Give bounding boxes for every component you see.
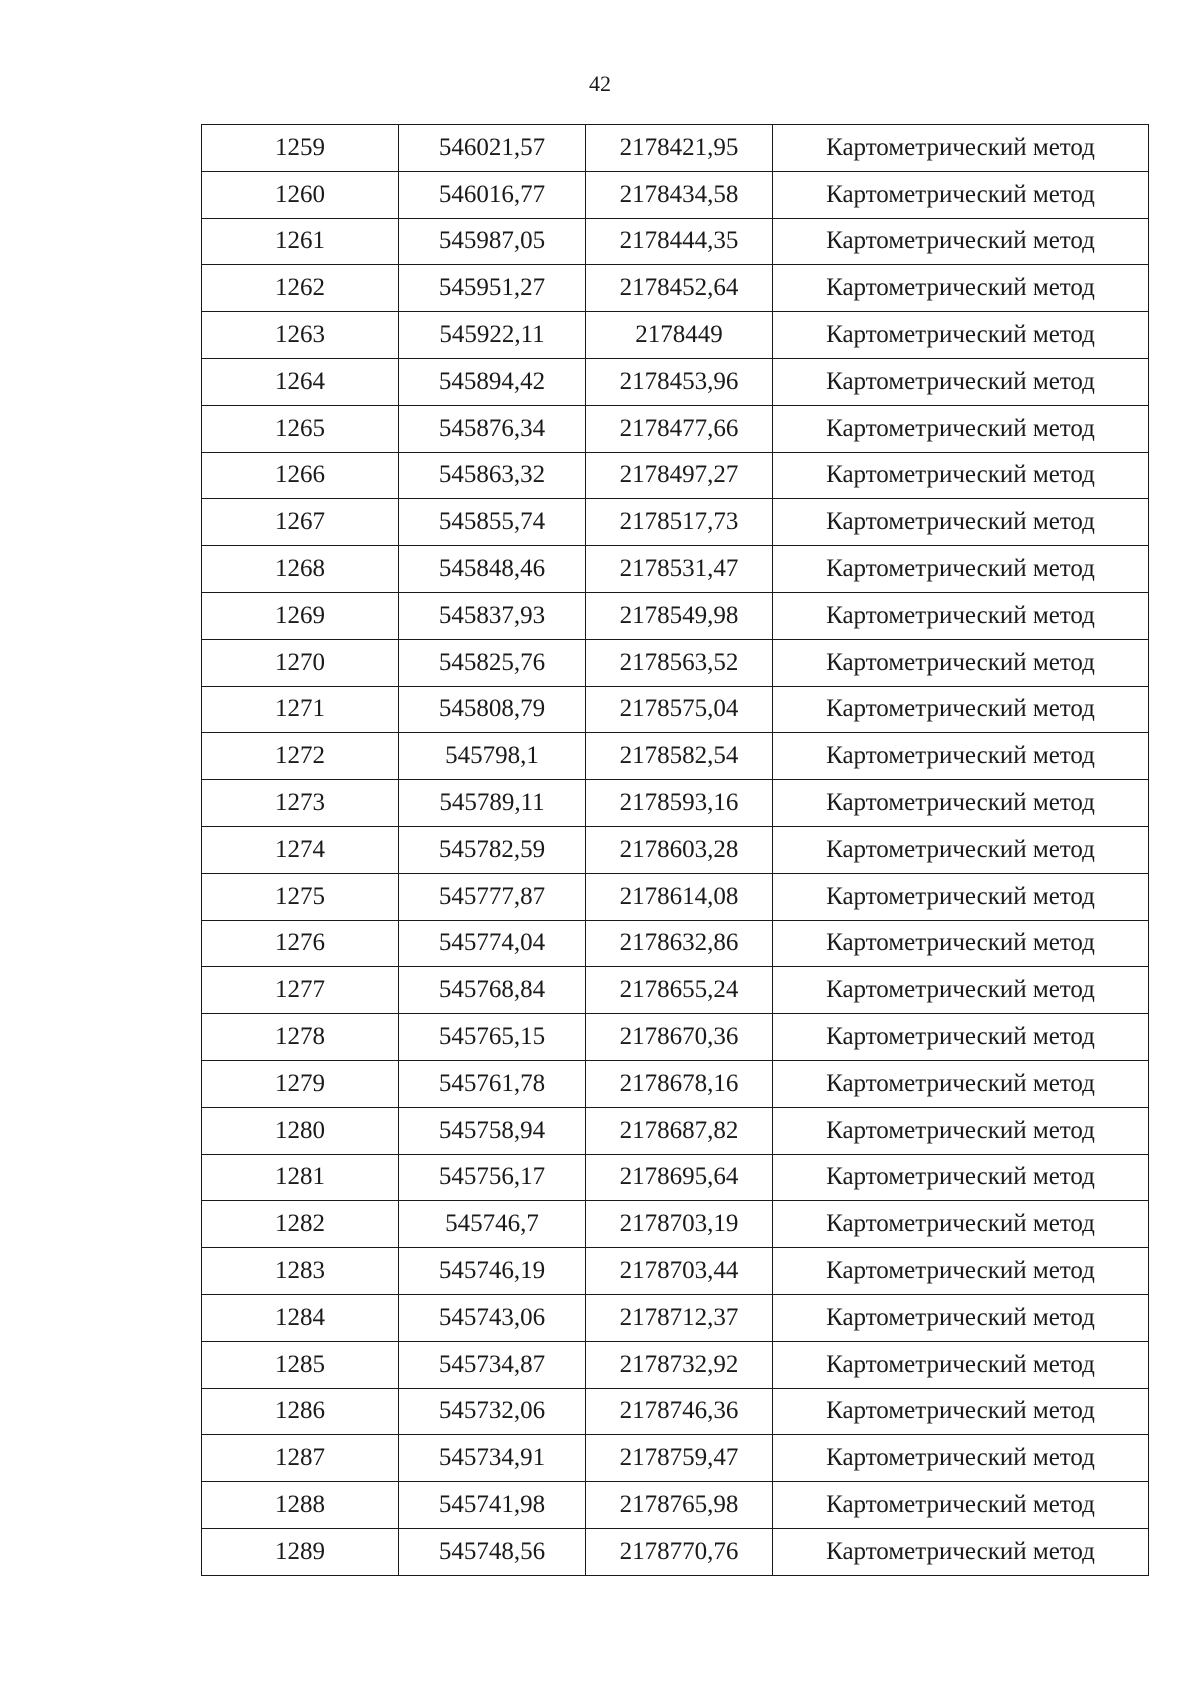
y-coordinate-cell: 2178655,24 bbox=[586, 967, 773, 1014]
y-coordinate-cell: 2178703,19 bbox=[586, 1201, 773, 1248]
method-cell: Картометрический метод bbox=[773, 686, 1149, 733]
y-coordinate-cell: 2178434,58 bbox=[586, 171, 773, 218]
method-cell: Картометрический метод bbox=[773, 1528, 1149, 1575]
table-row bbox=[202, 1388, 1149, 1435]
table-row bbox=[202, 1482, 1149, 1529]
point-number-cell: 1273 bbox=[202, 780, 399, 827]
x-coordinate-cell: 545732,06 bbox=[399, 1388, 586, 1435]
point-number-cell: 1267 bbox=[202, 499, 399, 546]
x-coordinate-cell: 545782,59 bbox=[399, 826, 586, 873]
method-cell: Картометрический метод bbox=[773, 1294, 1149, 1341]
y-coordinate-cell: 2178712,37 bbox=[586, 1294, 773, 1341]
table-row bbox=[202, 1154, 1149, 1201]
x-coordinate-cell: 545808,79 bbox=[399, 686, 586, 733]
x-coordinate-cell: 545951,27 bbox=[399, 265, 586, 312]
x-coordinate-cell: 546016,77 bbox=[399, 171, 586, 218]
table-row bbox=[202, 218, 1149, 265]
y-coordinate-cell: 2178703,44 bbox=[586, 1248, 773, 1295]
point-number-cell: 1278 bbox=[202, 1014, 399, 1061]
x-coordinate-cell: 545894,42 bbox=[399, 358, 586, 405]
point-number-cell: 1282 bbox=[202, 1201, 399, 1248]
point-number-cell: 1260 bbox=[202, 171, 399, 218]
y-coordinate-cell: 2178453,96 bbox=[586, 358, 773, 405]
method-cell: Картометрический метод bbox=[773, 1201, 1149, 1248]
x-coordinate-cell: 545798,1 bbox=[399, 733, 586, 780]
method-cell: Картометрический метод bbox=[773, 125, 1149, 172]
x-coordinate-cell: 545741,98 bbox=[399, 1482, 586, 1529]
method-cell: Картометрический метод bbox=[773, 1482, 1149, 1529]
method-cell: Картометрический метод bbox=[773, 546, 1149, 593]
point-number-cell: 1269 bbox=[202, 592, 399, 639]
method-cell: Картометрический метод bbox=[773, 499, 1149, 546]
point-number-cell: 1259 bbox=[202, 125, 399, 172]
point-number-cell: 1274 bbox=[202, 826, 399, 873]
method-cell: Картометрический метод bbox=[773, 358, 1149, 405]
table-row bbox=[202, 639, 1149, 686]
y-coordinate-cell: 2178603,28 bbox=[586, 826, 773, 873]
method-cell: Картометрический метод bbox=[773, 873, 1149, 920]
table-row bbox=[202, 1014, 1149, 1061]
table-row bbox=[202, 1107, 1149, 1154]
x-coordinate-cell: 545761,78 bbox=[399, 1060, 586, 1107]
x-coordinate-cell: 545987,05 bbox=[399, 218, 586, 265]
point-number-cell: 1266 bbox=[202, 452, 399, 499]
method-cell: Картометрический метод bbox=[773, 1014, 1149, 1061]
table-row bbox=[202, 405, 1149, 452]
table-row bbox=[202, 171, 1149, 218]
table-row bbox=[202, 780, 1149, 827]
x-coordinate-cell: 545758,94 bbox=[399, 1107, 586, 1154]
point-number-cell: 1263 bbox=[202, 312, 399, 359]
y-coordinate-cell: 2178678,16 bbox=[586, 1060, 773, 1107]
y-coordinate-cell: 2178582,54 bbox=[586, 733, 773, 780]
x-coordinate-cell: 545734,87 bbox=[399, 1341, 586, 1388]
table-row bbox=[202, 1435, 1149, 1482]
y-coordinate-cell: 2178477,66 bbox=[586, 405, 773, 452]
point-number-cell: 1284 bbox=[202, 1294, 399, 1341]
y-coordinate-cell: 2178614,08 bbox=[586, 873, 773, 920]
point-number-cell: 1264 bbox=[202, 358, 399, 405]
point-number-cell: 1286 bbox=[202, 1388, 399, 1435]
table-row bbox=[202, 546, 1149, 593]
x-coordinate-cell: 545789,11 bbox=[399, 780, 586, 827]
x-coordinate-cell: 545876,34 bbox=[399, 405, 586, 452]
y-coordinate-cell: 2178421,95 bbox=[586, 125, 773, 172]
table-row bbox=[202, 1341, 1149, 1388]
y-coordinate-cell: 2178759,47 bbox=[586, 1435, 773, 1482]
method-cell: Картометрический метод bbox=[773, 218, 1149, 265]
point-number-cell: 1272 bbox=[202, 733, 399, 780]
method-cell: Картометрический метод bbox=[773, 1248, 1149, 1295]
y-coordinate-cell: 2178770,76 bbox=[586, 1528, 773, 1575]
y-coordinate-cell: 2178452,64 bbox=[586, 265, 773, 312]
point-number-cell: 1270 bbox=[202, 639, 399, 686]
y-coordinate-cell: 2178517,73 bbox=[586, 499, 773, 546]
table-row bbox=[202, 1201, 1149, 1248]
point-number-cell: 1262 bbox=[202, 265, 399, 312]
x-coordinate-cell: 545743,06 bbox=[399, 1294, 586, 1341]
y-coordinate-cell: 2178497,27 bbox=[586, 452, 773, 499]
table-row bbox=[202, 265, 1149, 312]
table-row bbox=[202, 733, 1149, 780]
method-cell: Картометрический метод bbox=[773, 1107, 1149, 1154]
table-row bbox=[202, 873, 1149, 920]
method-cell: Картометрический метод bbox=[773, 1154, 1149, 1201]
method-cell: Картометрический метод bbox=[773, 1060, 1149, 1107]
y-coordinate-cell: 2178765,98 bbox=[586, 1482, 773, 1529]
point-number-cell: 1261 bbox=[202, 218, 399, 265]
method-cell: Картометрический метод bbox=[773, 733, 1149, 780]
y-coordinate-cell: 2178575,04 bbox=[586, 686, 773, 733]
table-row bbox=[202, 1060, 1149, 1107]
method-cell: Картометрический метод bbox=[773, 452, 1149, 499]
method-cell: Картометрический метод bbox=[773, 1435, 1149, 1482]
table-row bbox=[202, 1294, 1149, 1341]
x-coordinate-cell: 545768,84 bbox=[399, 967, 586, 1014]
table-row bbox=[202, 967, 1149, 1014]
x-coordinate-cell: 545746,19 bbox=[399, 1248, 586, 1295]
x-coordinate-cell: 545848,46 bbox=[399, 546, 586, 593]
x-coordinate-cell: 545748,56 bbox=[399, 1528, 586, 1575]
x-coordinate-cell: 545746,7 bbox=[399, 1201, 586, 1248]
method-cell: Картометрический метод bbox=[773, 780, 1149, 827]
method-cell: Картометрический метод bbox=[773, 592, 1149, 639]
table-row bbox=[202, 499, 1149, 546]
x-coordinate-cell: 545777,87 bbox=[399, 873, 586, 920]
y-coordinate-cell: 2178695,64 bbox=[586, 1154, 773, 1201]
method-cell: Картометрический метод bbox=[773, 312, 1149, 359]
table-row bbox=[202, 920, 1149, 967]
y-coordinate-cell: 2178593,16 bbox=[586, 780, 773, 827]
table-row bbox=[202, 312, 1149, 359]
point-number-cell: 1276 bbox=[202, 920, 399, 967]
y-coordinate-cell: 2178732,92 bbox=[586, 1341, 773, 1388]
x-coordinate-cell: 545922,11 bbox=[399, 312, 586, 359]
y-coordinate-cell: 2178444,35 bbox=[586, 218, 773, 265]
table-row bbox=[202, 1528, 1149, 1575]
point-number-cell: 1268 bbox=[202, 546, 399, 593]
point-number-cell: 1285 bbox=[202, 1341, 399, 1388]
table-row bbox=[202, 1248, 1149, 1295]
method-cell: Картометрический метод bbox=[773, 265, 1149, 312]
method-cell: Картометрический метод bbox=[773, 171, 1149, 218]
table-row bbox=[202, 452, 1149, 499]
x-coordinate-cell: 545774,04 bbox=[399, 920, 586, 967]
x-coordinate-cell: 545734,91 bbox=[399, 1435, 586, 1482]
point-number-cell: 1277 bbox=[202, 967, 399, 1014]
method-cell: Картометрический метод bbox=[773, 639, 1149, 686]
method-cell: Картометрический метод bbox=[773, 1388, 1149, 1435]
page-number: 42 bbox=[589, 71, 611, 96]
table-row bbox=[202, 125, 1149, 172]
point-number-cell: 1265 bbox=[202, 405, 399, 452]
x-coordinate-cell: 545837,93 bbox=[399, 592, 586, 639]
coordinates-table bbox=[201, 124, 1149, 1576]
method-cell: Картометрический метод bbox=[773, 1341, 1149, 1388]
method-cell: Картометрический метод bbox=[773, 826, 1149, 873]
x-coordinate-cell: 545756,17 bbox=[399, 1154, 586, 1201]
table-row bbox=[202, 592, 1149, 639]
table-row bbox=[202, 826, 1149, 873]
x-coordinate-cell: 545855,74 bbox=[399, 499, 586, 546]
y-coordinate-cell: 2178746,36 bbox=[586, 1388, 773, 1435]
method-cell: Картометрический метод bbox=[773, 920, 1149, 967]
coordinates-table-body bbox=[202, 125, 1149, 1576]
point-number-cell: 1288 bbox=[202, 1482, 399, 1529]
point-number-cell: 1281 bbox=[202, 1154, 399, 1201]
point-number-cell: 1279 bbox=[202, 1060, 399, 1107]
y-coordinate-cell: 2178670,36 bbox=[586, 1014, 773, 1061]
table-row bbox=[202, 358, 1149, 405]
x-coordinate-cell: 545765,15 bbox=[399, 1014, 586, 1061]
y-coordinate-cell: 2178531,47 bbox=[586, 546, 773, 593]
method-cell: Картометрический метод bbox=[773, 967, 1149, 1014]
table-row bbox=[202, 686, 1149, 733]
x-coordinate-cell: 545825,76 bbox=[399, 639, 586, 686]
point-number-cell: 1283 bbox=[202, 1248, 399, 1295]
point-number-cell: 1271 bbox=[202, 686, 399, 733]
point-number-cell: 1275 bbox=[202, 873, 399, 920]
point-number-cell: 1289 bbox=[202, 1528, 399, 1575]
y-coordinate-cell: 2178563,52 bbox=[586, 639, 773, 686]
method-cell: Картометрический метод bbox=[773, 405, 1149, 452]
y-coordinate-cell: 2178549,98 bbox=[586, 592, 773, 639]
y-coordinate-cell: 2178449 bbox=[586, 312, 773, 359]
x-coordinate-cell: 546021,57 bbox=[399, 125, 586, 172]
point-number-cell: 1280 bbox=[202, 1107, 399, 1154]
point-number-cell: 1287 bbox=[202, 1435, 399, 1482]
y-coordinate-cell: 2178687,82 bbox=[586, 1107, 773, 1154]
x-coordinate-cell: 545863,32 bbox=[399, 452, 586, 499]
y-coordinate-cell: 2178632,86 bbox=[586, 920, 773, 967]
